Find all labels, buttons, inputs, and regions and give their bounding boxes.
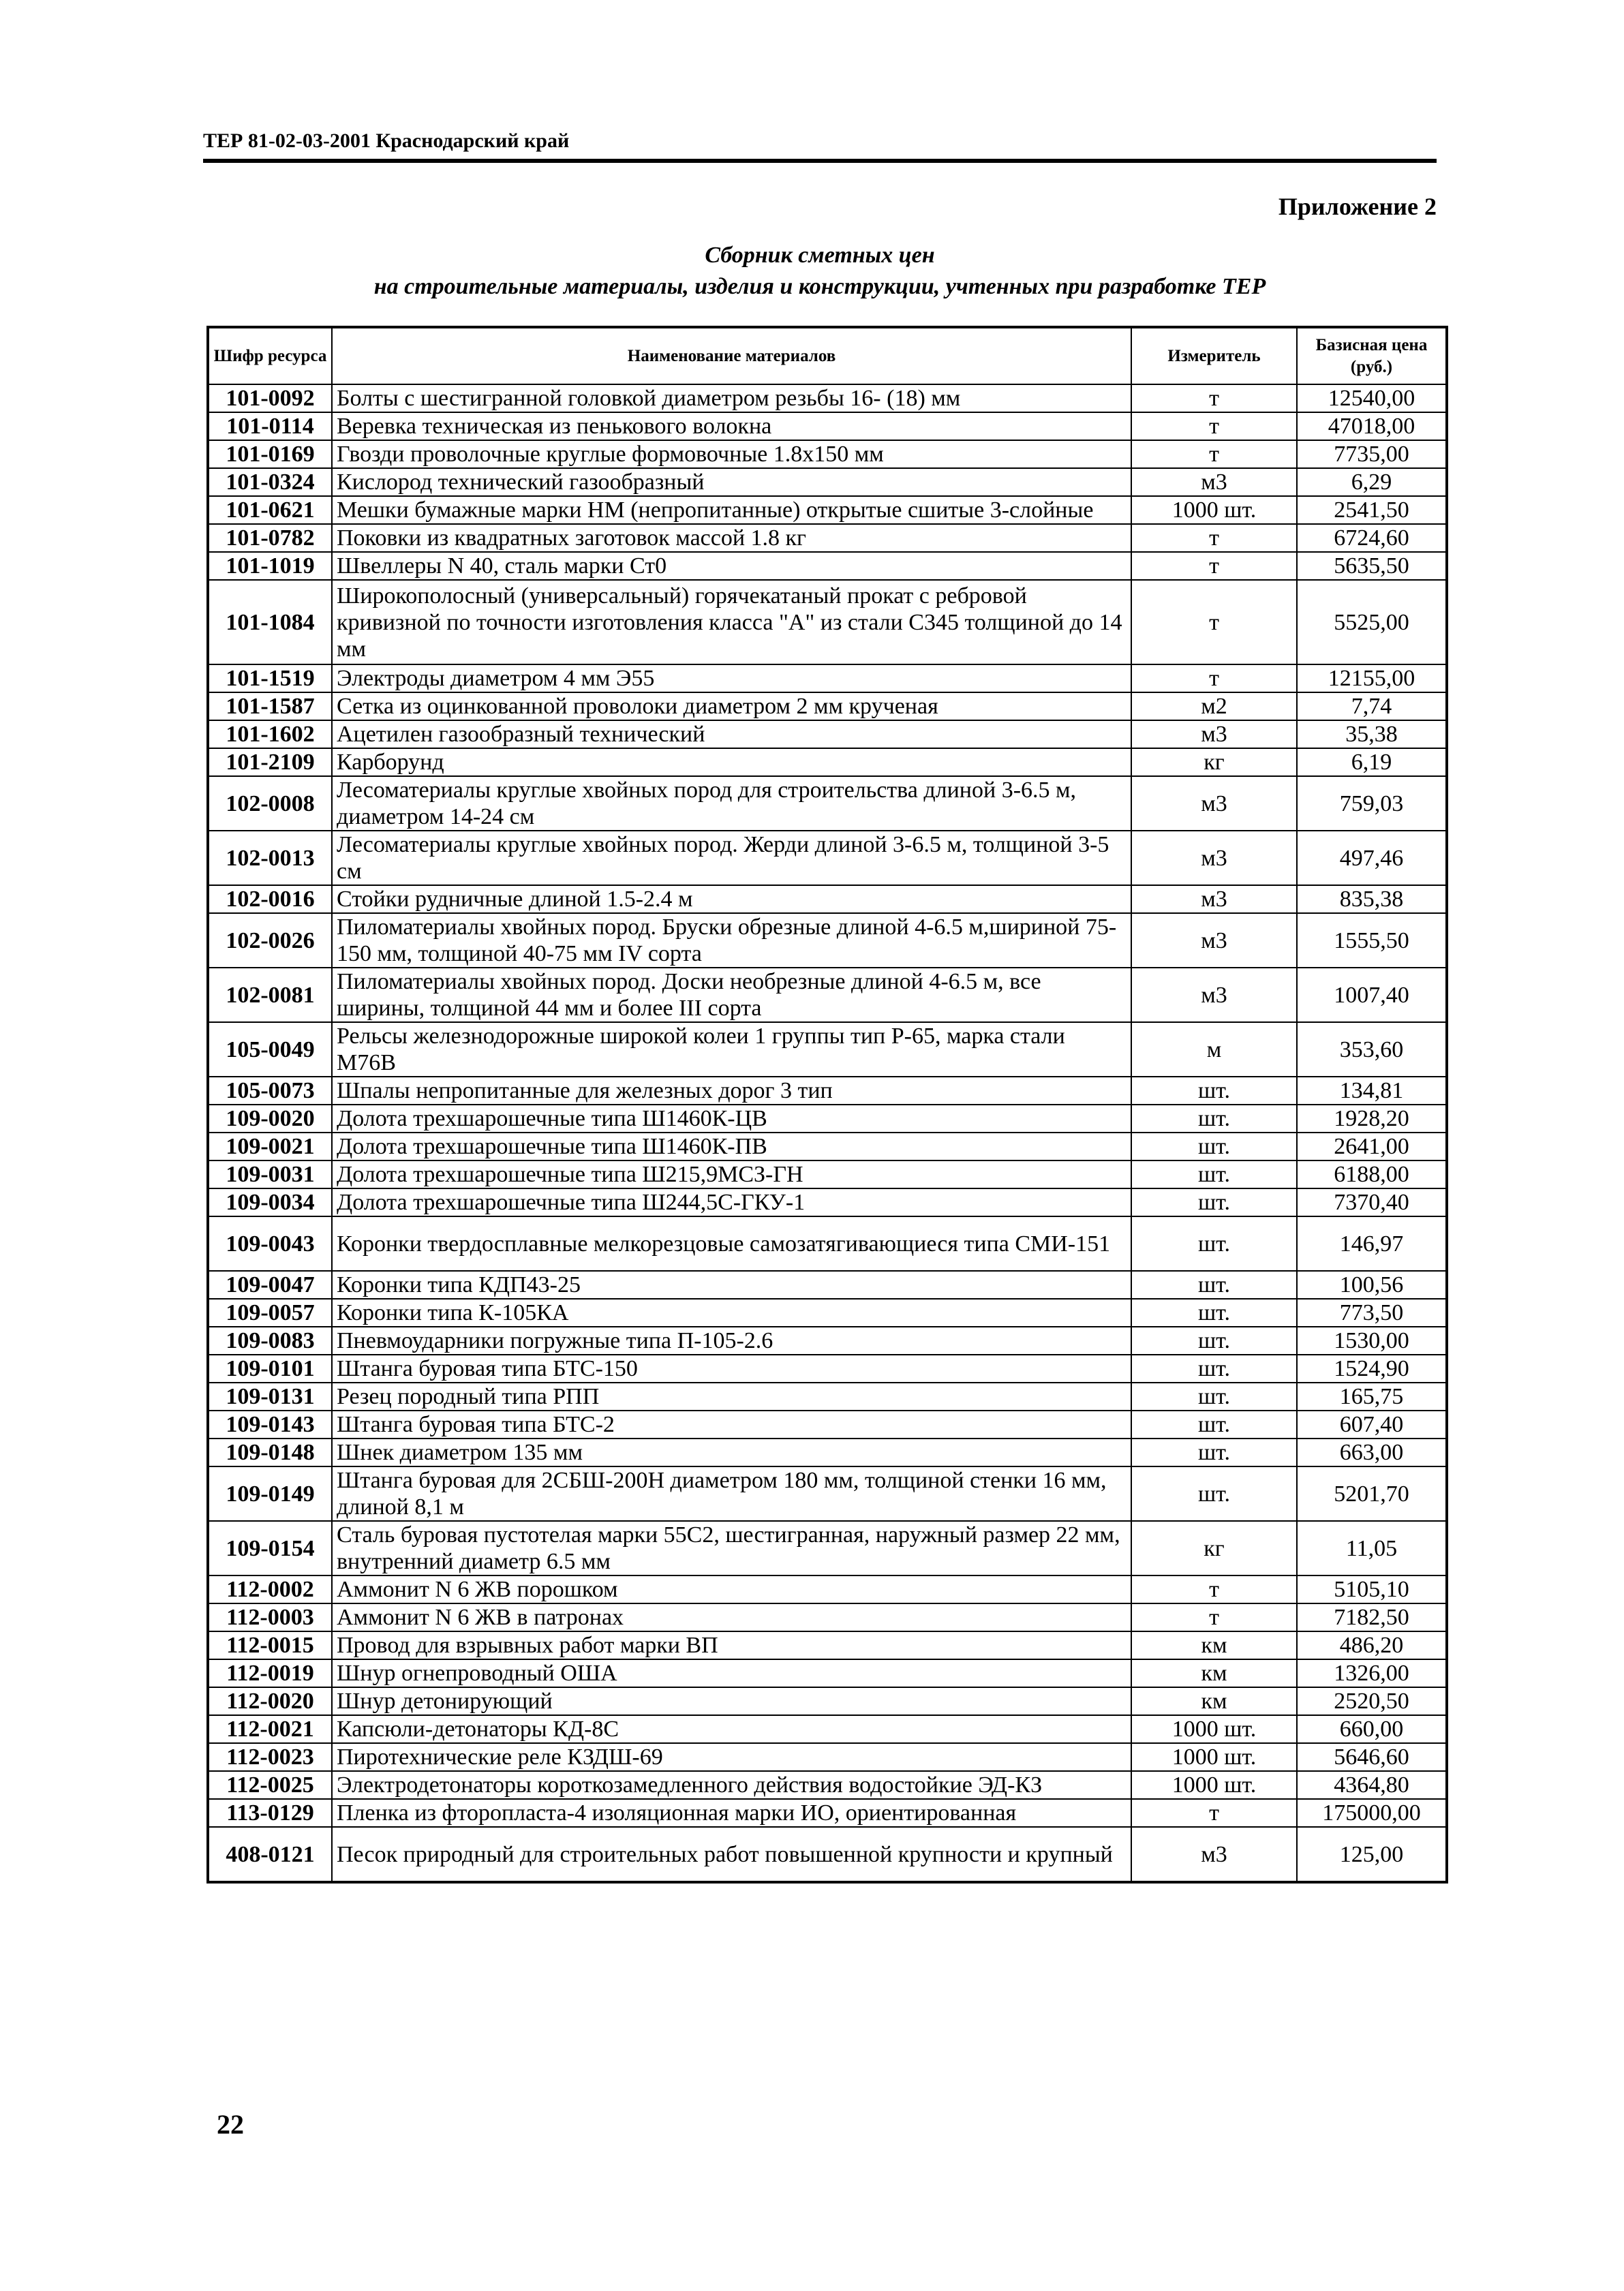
price-cell: 165,75 <box>1297 1383 1447 1411</box>
table-row <box>208 1743 1447 1771</box>
table-row <box>208 1603 1447 1631</box>
header-price: Базисная цена (руб.) <box>1297 327 1447 384</box>
unit-cell: шт. <box>1131 1411 1297 1439</box>
name-cell: Кислород технический газообразный <box>332 468 1131 496</box>
name-cell: Лесоматериалы круглые хвойных пород. Жерди длиной 3-6.5 м, толщиной 3-5 см <box>332 831 1131 885</box>
header-code: Шифр ресурса <box>208 327 332 384</box>
code-cell: 112-0020 <box>208 1687 332 1715</box>
table-row <box>208 831 1447 885</box>
price-cell: 7,74 <box>1297 692 1447 720</box>
unit-cell: шт. <box>1131 1271 1297 1299</box>
unit-cell: т <box>1131 580 1297 664</box>
price-cell: 100,56 <box>1297 1271 1447 1299</box>
name-cell: Штанга буровая типа БТС-150 <box>332 1355 1131 1383</box>
unit-cell: шт. <box>1131 1466 1297 1521</box>
name-cell: Капсюли-детонаторы КД-8С <box>332 1715 1131 1743</box>
price-cell: 660,00 <box>1297 1715 1447 1743</box>
code-cell: 101-0092 <box>208 384 332 412</box>
unit-cell: 1000 шт. <box>1131 1743 1297 1771</box>
price-cell: 4364,80 <box>1297 1771 1447 1799</box>
unit-cell: т <box>1131 384 1297 412</box>
header-name: Наименование материалов <box>332 327 1131 384</box>
unit-cell: м3 <box>1131 720 1297 748</box>
unit-cell: т <box>1131 552 1297 580</box>
code-cell: 101-0169 <box>208 440 332 468</box>
unit-cell: т <box>1131 664 1297 692</box>
price-cell: 6188,00 <box>1297 1160 1447 1188</box>
code-cell: 101-1084 <box>208 580 332 664</box>
price-cell: 663,00 <box>1297 1439 1447 1466</box>
table-row <box>208 913 1447 968</box>
name-cell: Электродетонаторы короткозамедленного действия водостойкие ЭД-КЗ <box>332 1771 1131 1799</box>
name-cell: Долота трехшарошечные типа Ш215,9МСЗ-ГН <box>332 1160 1131 1188</box>
name-cell: Песок природный для строительных работ повышенной крупности и крупный <box>332 1827 1131 1882</box>
code-cell: 109-0031 <box>208 1160 332 1188</box>
price-cell: 175000,00 <box>1297 1799 1447 1827</box>
name-cell: Веревка техническая из пенькового волокна <box>332 412 1131 440</box>
unit-cell: км <box>1131 1631 1297 1659</box>
code-cell: 109-0148 <box>208 1439 332 1466</box>
table-row <box>208 1327 1447 1355</box>
unit-cell: шт. <box>1131 1077 1297 1105</box>
code-cell: 109-0020 <box>208 1105 332 1133</box>
unit-cell: м3 <box>1131 913 1297 968</box>
unit-cell: шт. <box>1131 1216 1297 1271</box>
name-cell: Шнек диаметром 135 мм <box>332 1439 1131 1466</box>
code-cell: 109-0131 <box>208 1383 332 1411</box>
table-row <box>208 496 1447 524</box>
code-cell: 102-0026 <box>208 913 332 968</box>
name-cell: Пиротехнические реле КЗДШ-69 <box>332 1743 1131 1771</box>
name-cell: Поковки из квадратных заготовок массой 1.8 кг <box>332 524 1131 552</box>
table-row <box>208 1631 1447 1659</box>
table-row <box>208 1827 1447 1882</box>
table-row <box>208 1383 1447 1411</box>
unit-cell: шт. <box>1131 1133 1297 1160</box>
price-table <box>206 326 1448 1883</box>
header-unit: Измеритель <box>1131 327 1297 384</box>
name-cell: Долота трехшарошечные типа Ш244,5С-ГКУ-1 <box>332 1188 1131 1216</box>
table-row <box>208 384 1447 412</box>
unit-cell: шт. <box>1131 1439 1297 1466</box>
name-cell: Коронки типа КДП43-25 <box>332 1271 1131 1299</box>
unit-cell: м2 <box>1131 692 1297 720</box>
code-cell: 102-0008 <box>208 776 332 831</box>
code-cell: 102-0013 <box>208 831 332 885</box>
name-cell: Пиломатериалы хвойных пород. Доски необрезные длиной 4-6.5 м, все ширины, толщиной 44 мм и более III сорта <box>332 968 1131 1022</box>
price-table-container <box>206 326 1448 1883</box>
code-cell: 109-0143 <box>208 1411 332 1439</box>
code-cell: 101-0782 <box>208 524 332 552</box>
price-cell: 5105,10 <box>1297 1575 1447 1603</box>
table-row <box>208 1271 1447 1299</box>
name-cell: Долота трехшарошечные типа Ш1460К-ПВ <box>332 1133 1131 1160</box>
code-cell: 112-0021 <box>208 1715 332 1743</box>
table-row <box>208 1659 1447 1687</box>
price-cell: 5646,60 <box>1297 1743 1447 1771</box>
table-row <box>208 440 1447 468</box>
code-cell: 101-1019 <box>208 552 332 580</box>
unit-cell: км <box>1131 1687 1297 1715</box>
price-cell: 12540,00 <box>1297 384 1447 412</box>
table-row <box>208 1439 1447 1466</box>
name-cell: Швеллеры N 40, сталь марки Ст0 <box>332 552 1131 580</box>
name-cell: Аммонит N 6 ЖВ порошком <box>332 1575 1131 1603</box>
title-line-1: Сборник сметных цен <box>705 243 935 268</box>
name-cell: Стойки рудничные длиной 1.5-2.4 м <box>332 885 1131 913</box>
code-cell: 408-0121 <box>208 1827 332 1882</box>
unit-cell: 1000 шт. <box>1131 1771 1297 1799</box>
code-cell: 109-0083 <box>208 1327 332 1355</box>
name-cell: Пиломатериалы хвойных пород. Бруски обрезные длиной 4-6.5 м,шириной 75-150 мм, толщиной 40-75 мм IV сорта <box>332 913 1131 968</box>
code-cell: 101-1602 <box>208 720 332 748</box>
price-cell: 6,19 <box>1297 748 1447 776</box>
name-cell: Коронки типа К-105КА <box>332 1299 1131 1327</box>
price-cell: 353,60 <box>1297 1022 1447 1077</box>
code-cell: 109-0057 <box>208 1299 332 1327</box>
title-line-2: на строительные материалы, изделия и конструкции, учтенных при разработке ТЕР <box>373 274 1266 299</box>
name-cell: Долота трехшарошечные типа Ш1460К-ЦВ <box>332 1105 1131 1133</box>
code-cell: 112-0003 <box>208 1603 332 1631</box>
table-row <box>208 552 1447 580</box>
page-number: 22 <box>217 2109 244 2140</box>
name-cell: Пленка из фторопласта-4 изоляционная марки ИО, ориентированная <box>332 1799 1131 1827</box>
name-cell: Болты с шестигранной головкой диаметром резьбы 16- (18) мм <box>332 384 1131 412</box>
price-cell: 11,05 <box>1297 1521 1447 1575</box>
table-row <box>208 1077 1447 1105</box>
table-row <box>208 1466 1447 1521</box>
table-row <box>208 968 1447 1022</box>
unit-cell: кг <box>1131 1521 1297 1575</box>
price-cell: 2641,00 <box>1297 1133 1447 1160</box>
price-cell: 7735,00 <box>1297 440 1447 468</box>
unit-cell: т <box>1131 1575 1297 1603</box>
name-cell: Электроды диаметром 4 мм Э55 <box>332 664 1131 692</box>
unit-cell: т <box>1131 1799 1297 1827</box>
table-row <box>208 1575 1447 1603</box>
table-row <box>208 748 1447 776</box>
code-cell: 101-0114 <box>208 412 332 440</box>
unit-cell: шт. <box>1131 1327 1297 1355</box>
table-row <box>208 1216 1447 1271</box>
name-cell: Сталь буровая пустотелая марки 55С2, шестигранная, наружный размер 22 мм, внутренний диаметр 6.5 мм <box>332 1521 1131 1575</box>
table-row <box>208 1160 1447 1188</box>
name-cell: Мешки бумажные марки НМ (непропитанные) открытые сшитые 3-слойные <box>332 496 1131 524</box>
code-cell: 105-0073 <box>208 1077 332 1105</box>
unit-cell: м3 <box>1131 1827 1297 1882</box>
code-cell: 109-0021 <box>208 1133 332 1160</box>
name-cell: Широкополосный (универсальный) горячекатаный прокат с ребровой кривизной по точности изготовления класса "А" из стали С345 толщиной до 14 мм <box>332 580 1131 664</box>
code-cell: 109-0101 <box>208 1355 332 1383</box>
code-cell: 101-1587 <box>208 692 332 720</box>
price-cell: 1524,90 <box>1297 1355 1447 1383</box>
table-row <box>208 1188 1447 1216</box>
unit-cell: м3 <box>1131 885 1297 913</box>
price-cell: 146,97 <box>1297 1216 1447 1271</box>
name-cell: Штанга буровая типа БТС-2 <box>332 1411 1131 1439</box>
price-cell: 1007,40 <box>1297 968 1447 1022</box>
unit-cell: шт. <box>1131 1188 1297 1216</box>
unit-cell: т <box>1131 1603 1297 1631</box>
unit-cell: м <box>1131 1022 1297 1077</box>
price-cell: 6,29 <box>1297 468 1447 496</box>
code-cell: 109-0047 <box>208 1271 332 1299</box>
table-row <box>208 1687 1447 1715</box>
table-row <box>208 524 1447 552</box>
name-cell: Пневмоударники погружные типа П-105-2.6 <box>332 1327 1131 1355</box>
table-row <box>208 1355 1447 1383</box>
price-cell: 134,81 <box>1297 1077 1447 1105</box>
code-cell: 109-0034 <box>208 1188 332 1216</box>
unit-cell: 1000 шт. <box>1131 1715 1297 1743</box>
name-cell: Аммонит N 6 ЖВ в патронах <box>332 1603 1131 1631</box>
code-cell: 109-0154 <box>208 1521 332 1575</box>
unit-cell: шт. <box>1131 1105 1297 1133</box>
price-cell: 12155,00 <box>1297 664 1447 692</box>
code-cell: 112-0002 <box>208 1575 332 1603</box>
table-row <box>208 412 1447 440</box>
header-rule <box>203 159 1437 163</box>
table-row <box>208 1105 1447 1133</box>
table-row <box>208 580 1447 664</box>
name-cell: Резец породный типа РПП <box>332 1383 1131 1411</box>
price-cell: 1326,00 <box>1297 1659 1447 1687</box>
table-row <box>208 664 1447 692</box>
unit-cell: шт. <box>1131 1355 1297 1383</box>
price-cell: 125,00 <box>1297 1827 1447 1882</box>
code-cell: 112-0025 <box>208 1771 332 1799</box>
price-cell: 773,50 <box>1297 1299 1447 1327</box>
name-cell: Ацетилен газообразный технический <box>332 720 1131 748</box>
table-row <box>208 1521 1447 1575</box>
price-cell: 486,20 <box>1297 1631 1447 1659</box>
code-cell: 109-0149 <box>208 1466 332 1521</box>
table-row <box>208 692 1447 720</box>
code-cell: 112-0019 <box>208 1659 332 1687</box>
document-title <box>203 240 1437 303</box>
name-cell: Провод для взрывных работ марки ВП <box>332 1631 1131 1659</box>
code-cell: 101-1519 <box>208 664 332 692</box>
unit-cell: т <box>1131 412 1297 440</box>
price-cell: 47018,00 <box>1297 412 1447 440</box>
name-cell: Шнур огнепроводный ОША <box>332 1659 1131 1687</box>
price-cell: 1530,00 <box>1297 1327 1447 1355</box>
price-cell: 2520,50 <box>1297 1687 1447 1715</box>
name-cell: Карборунд <box>332 748 1131 776</box>
unit-cell: т <box>1131 440 1297 468</box>
code-cell: 102-0081 <box>208 968 332 1022</box>
name-cell: Штанга буровая для 2СБШ-200Н диаметром 180 мм, толщиной стенки 16 мм, длиной 8,1 м <box>332 1466 1131 1521</box>
price-cell: 6724,60 <box>1297 524 1447 552</box>
unit-cell: м3 <box>1131 968 1297 1022</box>
price-cell: 35,38 <box>1297 720 1447 748</box>
table-row <box>208 1771 1447 1799</box>
price-cell: 835,38 <box>1297 885 1447 913</box>
unit-cell: м3 <box>1131 468 1297 496</box>
code-cell: 112-0023 <box>208 1743 332 1771</box>
price-cell: 7182,50 <box>1297 1603 1447 1631</box>
table-row <box>208 720 1447 748</box>
price-cell: 2541,50 <box>1297 496 1447 524</box>
name-cell: Сетка из оцинкованной проволоки диаметром 2 мм крученая <box>332 692 1131 720</box>
price-cell: 1555,50 <box>1297 913 1447 968</box>
appendix-label: Приложение 2 <box>1278 193 1437 220</box>
table-row <box>208 1411 1447 1439</box>
table-row <box>208 1799 1447 1827</box>
code-cell: 109-0043 <box>208 1216 332 1271</box>
unit-cell: км <box>1131 1659 1297 1687</box>
price-cell: 5635,50 <box>1297 552 1447 580</box>
table-row <box>208 1299 1447 1327</box>
table-header-row <box>208 327 1447 384</box>
price-cell: 607,40 <box>1297 1411 1447 1439</box>
code-cell: 105-0049 <box>208 1022 332 1077</box>
name-cell: Лесоматериалы круглые хвойных пород для строительства длиной 3-6.5 м, диаметром 14-24 см <box>332 776 1131 831</box>
price-cell: 5525,00 <box>1297 580 1447 664</box>
unit-cell: кг <box>1131 748 1297 776</box>
document-header: ТЕР 81-02-03-2001 Краснодарский край <box>203 129 570 152</box>
code-cell: 113-0129 <box>208 1799 332 1827</box>
code-cell: 102-0016 <box>208 885 332 913</box>
price-cell: 5201,70 <box>1297 1466 1447 1521</box>
unit-cell: шт. <box>1131 1160 1297 1188</box>
table-row <box>208 885 1447 913</box>
unit-cell: м3 <box>1131 831 1297 885</box>
table-row <box>208 776 1447 831</box>
price-cell: 759,03 <box>1297 776 1447 831</box>
price-cell: 497,46 <box>1297 831 1447 885</box>
code-cell: 101-0621 <box>208 496 332 524</box>
table-row <box>208 468 1447 496</box>
unit-cell: т <box>1131 524 1297 552</box>
table-body <box>208 384 1447 1882</box>
price-cell: 7370,40 <box>1297 1188 1447 1216</box>
table-row <box>208 1715 1447 1743</box>
unit-cell: м3 <box>1131 776 1297 831</box>
code-cell: 101-2109 <box>208 748 332 776</box>
name-cell: Шпалы непропитанные для железных дорог 3 тип <box>332 1077 1131 1105</box>
name-cell: Коронки твердосплавные мелкорезцовые самозатягивающиеся типа СМИ-151 <box>332 1216 1131 1271</box>
code-cell: 112-0015 <box>208 1631 332 1659</box>
table-row <box>208 1022 1447 1077</box>
name-cell: Рельсы железнодорожные широкой колеи 1 группы тип Р-65, марка стали М76В <box>332 1022 1131 1077</box>
name-cell: Гвозди проволочные круглые формовочные 1.8x150 мм <box>332 440 1131 468</box>
code-cell: 101-0324 <box>208 468 332 496</box>
unit-cell: шт. <box>1131 1299 1297 1327</box>
name-cell: Шнур детонирующий <box>332 1687 1131 1715</box>
unit-cell: шт. <box>1131 1383 1297 1411</box>
unit-cell: 1000 шт. <box>1131 496 1297 524</box>
price-cell: 1928,20 <box>1297 1105 1447 1133</box>
table-row <box>208 1133 1447 1160</box>
